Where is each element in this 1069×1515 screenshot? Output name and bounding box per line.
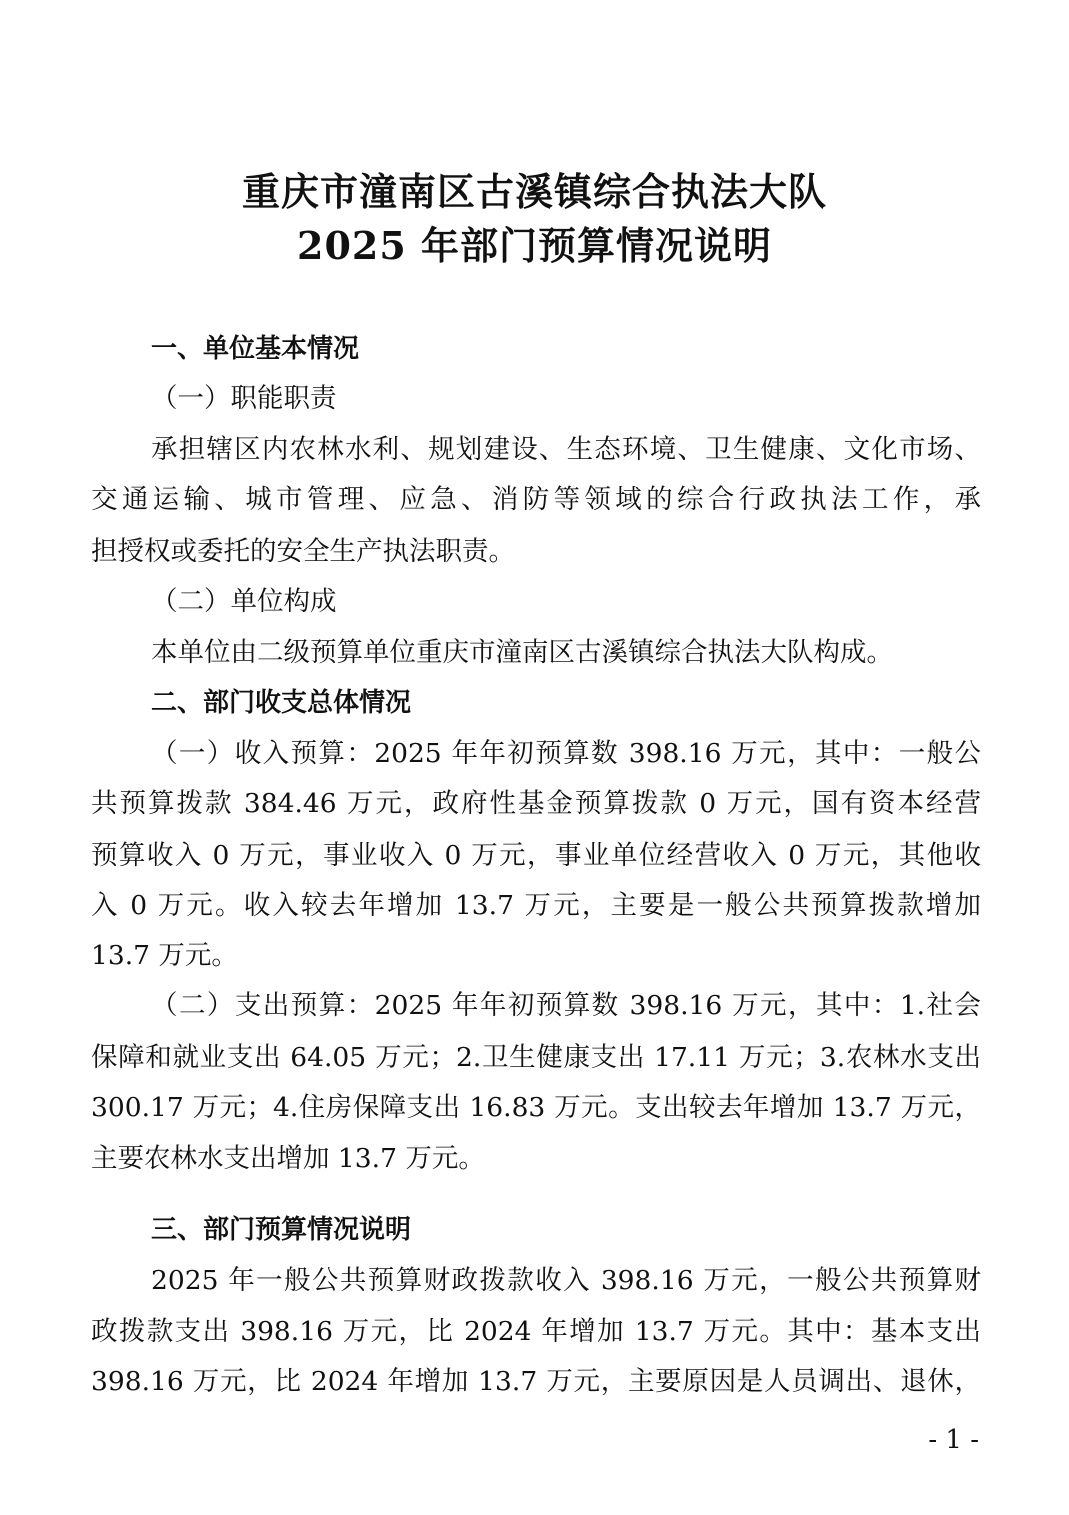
subheading-duties: （一）职能职责 <box>151 383 337 414</box>
paragraph-line: 保障和就业支出 64.05 万元；2.卫生健康支出 17.11 万元；3.农林水支出 <box>91 1042 981 1073</box>
subheading-composition: （二）单位构成 <box>151 586 337 617</box>
page-number: - 1 - <box>928 1425 979 1455</box>
document-title-line-2: 2025 年部门预算情况说明 <box>297 223 772 268</box>
document-title-line-1: 重庆市潼南区古溪镇综合执法大队 <box>241 169 827 214</box>
section-heading-overall: 二、部门收支总体情况 <box>151 688 412 718</box>
paragraph-line: 共预算拨款 384.46 万元，政府性基金预算拨款 0 万元，国有资本经营 <box>91 788 981 819</box>
paragraph-line: 担授权或委托的安全生产执法职责。 <box>91 536 515 567</box>
paragraph-line: （二）支出预算：2025 年年初预算数 398.16 万元，其中：1.社会 <box>151 990 981 1021</box>
paragraph-line: 政拨款支出 398.16 万元，比 2024 年增加 13.7 万元。其中：基本支出 <box>91 1316 981 1347</box>
paragraph-line: 主要农林水支出增加 13.7 万元。 <box>91 1143 485 1174</box>
paragraph-line: （一）收入预算：2025 年年初预算数 398.16 万元，其中：一般公 <box>151 738 981 769</box>
section-heading-budget-explanation: 三、部门预算情况说明 <box>151 1215 412 1245</box>
paragraph-line: 预算收入 0 万元，事业收入 0 万元，事业单位经营收入 0 万元，其他收 <box>91 840 981 871</box>
paragraph-line: 13.7 万元。 <box>91 940 238 971</box>
paragraph-line: 入 0 万元。收入较去年增加 13.7 万元，主要是一般公共预算拨款增加 <box>91 890 981 921</box>
paragraph-line: 交通运输、城市管理、应急、消防等领域的综合行政执法工作，承 <box>91 484 981 515</box>
paragraph-line: 300.17 万元；4.住房保障支出 16.83 万元。支出较去年增加 13.7 万元， <box>91 1092 981 1123</box>
paragraph-line: 承担辖区内农林水利、规划建设、生态环境、卫生健康、文化市场、 <box>151 434 981 465</box>
paragraph-line: 本单位由二级预算单位重庆市潼南区古溪镇综合执法大队构成。 <box>151 637 893 668</box>
section-heading-basic-info: 一、单位基本情况 <box>151 334 360 364</box>
paragraph-line: 398.16 万元，比 2024 年增加 13.7 万元，主要原因是人员调出、退休， <box>91 1366 981 1397</box>
paragraph-line: 2025 年一般公共预算财政拨款收入 398.16 万元，一般公共预算财 <box>151 1265 981 1296</box>
